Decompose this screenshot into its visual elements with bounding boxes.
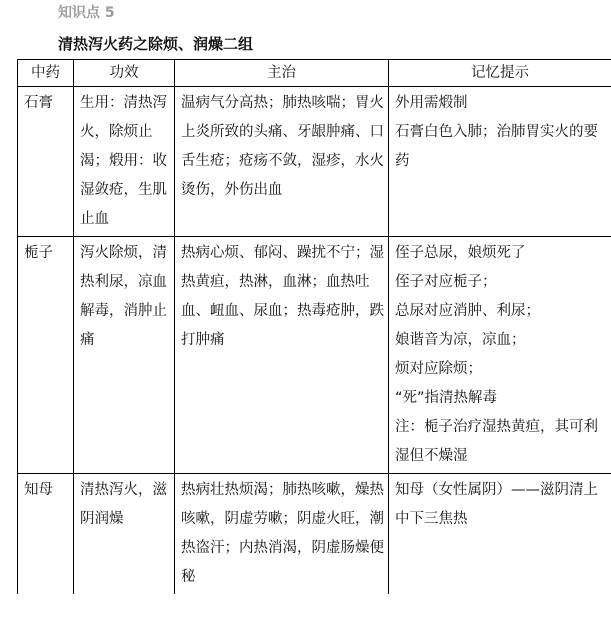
header-memory: 记忆提示	[389, 60, 611, 87]
herb-memory	[389, 474, 611, 595]
herb-indications: 热病壮热烦渴；肺热咳嗽，燥热咳嗽，阴虚劳嗽；阴虚火旺，潮热盗汗；内热消渴，阴虚肠燥便秘	[175, 474, 389, 595]
herb-indications: 温病气分高热；肺热咳喘；胃火上炎所致的头痛、牙龈肿痛、口舌生疮；疮疡不敛，湿疹，水火烫伤，外伤出血	[175, 87, 389, 237]
table-title: 清热泻火药之除烦、润燥二组	[58, 35, 254, 53]
herb-effect: 泻火除烦，清热利尿，凉血解毒，消肿止痛	[74, 237, 175, 474]
table-row	[18, 87, 611, 237]
table-header-row	[18, 60, 611, 87]
herb-effect: 清热泻火，滋阴润燥	[74, 474, 175, 595]
herb-name: 知母	[18, 474, 74, 595]
table-row	[18, 474, 611, 595]
table-row	[18, 237, 611, 474]
herb-memory	[389, 87, 611, 237]
memory-line: 侄子总尿，娘烦死了	[395, 245, 526, 261]
section-label: 知识点 5	[58, 5, 115, 21]
header-effect: 功效	[74, 60, 175, 87]
herb-name: 栀子	[18, 237, 74, 474]
memory-line: 侄子对应栀子；	[395, 274, 497, 290]
memory-line: 娘谐音为凉，凉血；	[395, 332, 526, 348]
herb-effect: 生用：清热泻火，除烦止渴；煅用：收湿敛疮，生肌止血	[74, 87, 175, 237]
herb-name: 石膏	[18, 87, 74, 237]
memory-line: 知母（女性属阴）——滋阴清上中下三焦热	[395, 482, 598, 527]
herb-table	[17, 59, 611, 594]
memory-line: “死”指清热解毒	[395, 390, 498, 406]
header-indications: 主治	[175, 60, 389, 87]
herb-indications: 热病心烦、郁闷、躁扰不宁；湿热黄疸，热淋，血淋；血热吐血、衄血、尿血；热毒疮肿，跌打肿痛	[175, 237, 389, 474]
memory-line: 总尿对应消肿、利尿；	[395, 303, 540, 319]
memory-line: 烦对应除烦；	[395, 361, 482, 377]
herb-memory	[389, 237, 611, 474]
header-herb: 中药	[18, 60, 74, 87]
memory-line: 外用需煅制	[395, 95, 468, 111]
memory-line: 注：栀子治疗湿热黄疸，其可利湿但不燥湿	[395, 419, 598, 464]
memory-line: 石膏白色入肺；治肺胃实火的要药	[395, 124, 598, 169]
